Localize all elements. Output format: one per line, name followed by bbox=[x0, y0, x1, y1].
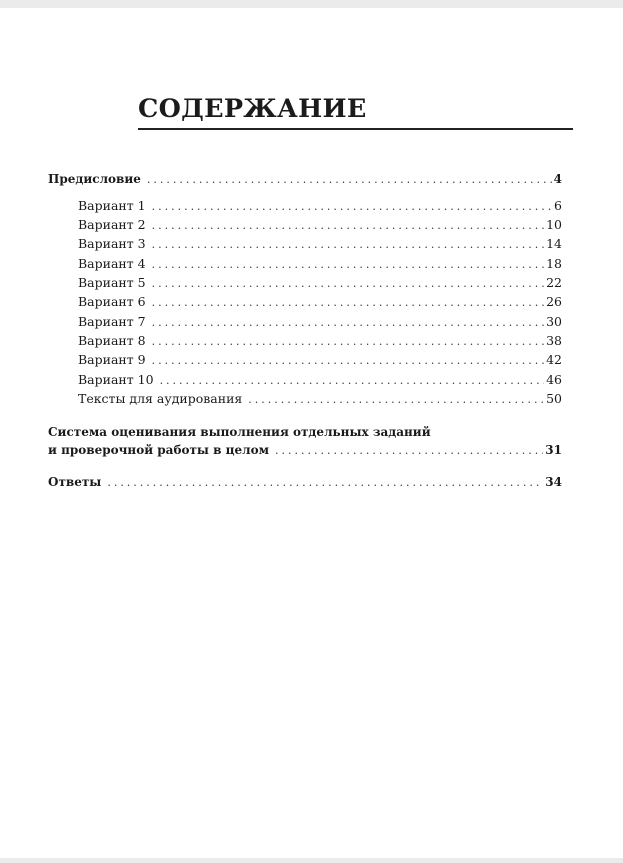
toc-leader-dots bbox=[152, 236, 544, 254]
toc-entry-label: Вариант 7 bbox=[78, 314, 146, 329]
toc-page-number: 31 bbox=[545, 443, 562, 457]
toc-page-number: 46 bbox=[546, 372, 562, 387]
toc-page-number: 30 bbox=[546, 314, 562, 329]
toc-entry-label: Вариант 4 bbox=[78, 256, 146, 271]
toc-entry-label-line1: Система оценивания выполнения отдельных заданий bbox=[48, 425, 431, 439]
toc-leader-dots bbox=[152, 256, 544, 274]
toc-entry-variant-9[interactable] bbox=[78, 351, 562, 369]
toc-page-number: 6 bbox=[554, 198, 562, 213]
toc-entry-variant-3[interactable] bbox=[78, 235, 562, 253]
toc-page-number: 14 bbox=[546, 236, 562, 251]
toc-leader-dots bbox=[275, 442, 543, 460]
toc-page-number: 4 bbox=[553, 172, 562, 186]
toc-entry-label-line2-row bbox=[48, 441, 562, 459]
toc-entry-variant-10[interactable] bbox=[78, 371, 562, 389]
toc-entry-label: Вариант 6 bbox=[78, 294, 146, 309]
toc-entry-preface[interactable] bbox=[48, 170, 562, 188]
toc-leader-dots bbox=[152, 294, 544, 312]
toc-entry-label: Вариант 9 bbox=[78, 352, 146, 367]
toc-entry-variant-8[interactable] bbox=[78, 332, 562, 350]
toc-leader-dots bbox=[152, 198, 552, 216]
toc-leader-dots bbox=[152, 352, 544, 370]
toc-entry-label: Вариант 1 bbox=[78, 198, 146, 213]
toc-leader-dots bbox=[152, 217, 544, 235]
toc-entry-label: Вариант 3 bbox=[78, 236, 146, 251]
toc-leader-dots bbox=[152, 333, 544, 351]
toc-leader-dots bbox=[248, 391, 544, 409]
toc-entry-listening-texts[interactable] bbox=[78, 390, 562, 408]
toc-entry-answers[interactable] bbox=[48, 473, 562, 491]
toc-entry-variant-5[interactable] bbox=[78, 274, 562, 292]
toc-entry-variant-1[interactable] bbox=[78, 197, 562, 215]
toc-leader-dots bbox=[147, 171, 552, 189]
toc-leader-dots bbox=[160, 372, 545, 390]
toc-page-number: 50 bbox=[546, 391, 562, 406]
toc-leader-dots bbox=[107, 474, 543, 492]
toc-leader-dots bbox=[152, 314, 544, 332]
toc-page-number: 26 bbox=[546, 294, 562, 309]
page-title: СОДЕРЖАНИЕ bbox=[138, 94, 367, 124]
toc-entry-label: Тексты для аудирования bbox=[78, 391, 243, 406]
toc-entry-label: Предисловие bbox=[48, 172, 141, 186]
title-underline bbox=[138, 128, 573, 130]
toc-entry-variant-6[interactable] bbox=[78, 293, 562, 311]
toc-page-number: 38 bbox=[546, 333, 562, 348]
toc-entry-label: Ответы bbox=[48, 475, 102, 489]
toc-page-number: 42 bbox=[546, 352, 562, 367]
toc-page-number: 10 bbox=[546, 217, 562, 232]
toc-page-number: 34 bbox=[545, 475, 562, 489]
toc-entry-label-line2: и проверочной работы в целом bbox=[48, 443, 269, 457]
toc-entry-label: Вариант 5 bbox=[78, 275, 146, 290]
document-page bbox=[0, 8, 623, 858]
toc-page-number: 18 bbox=[546, 256, 562, 271]
toc-entry-variant-4[interactable] bbox=[78, 255, 562, 273]
toc-entry-label: Вариант 2 bbox=[78, 217, 146, 232]
toc-page-number: 22 bbox=[546, 275, 562, 290]
toc-entry-variant-2[interactable] bbox=[78, 216, 562, 234]
toc-leader-dots bbox=[152, 275, 544, 293]
toc-entry-variant-7[interactable] bbox=[78, 313, 562, 331]
toc-entry-label: Вариант 10 bbox=[78, 372, 154, 387]
toc-entry-label: Вариант 8 bbox=[78, 333, 146, 348]
